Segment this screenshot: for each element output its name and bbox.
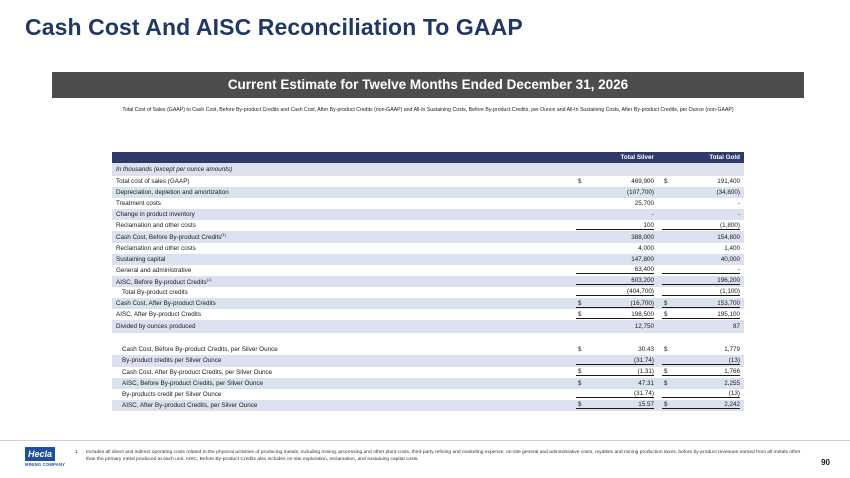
currency-symbol — [576, 211, 578, 218]
table-row — [112, 220, 744, 231]
table-row — [112, 287, 744, 298]
row-label — [112, 287, 572, 298]
gold-value: 196,200 — [717, 277, 740, 285]
row-label — [112, 265, 572, 276]
silver-value-cell — [572, 254, 658, 265]
gold-value: 195,100 — [717, 310, 740, 318]
row-label-text: Sustaining capital — [116, 255, 166, 263]
row-label — [112, 231, 572, 242]
gold-value-cell — [658, 378, 744, 389]
row-label — [112, 389, 572, 400]
silver-value-cell — [572, 209, 658, 220]
gold-value: 87 — [732, 323, 740, 331]
currency-symbol — [576, 357, 578, 364]
units-note: In thousands (except per ounce amounts) — [112, 163, 572, 176]
currency-symbol: $ — [578, 299, 582, 307]
currency-symbol — [662, 390, 664, 397]
silver-value-cell — [572, 309, 658, 320]
row-label — [112, 176, 572, 187]
silver-value: 47.31 — [638, 379, 654, 387]
table-header-row — [112, 152, 744, 163]
silver-value-cell — [572, 176, 658, 187]
silver-value-cell — [572, 389, 658, 400]
table-row — [112, 367, 744, 378]
silver-value: (1.31) — [637, 368, 654, 376]
gold-value-cell — [658, 309, 744, 320]
row-label-text: General and administrative — [116, 266, 192, 274]
company-logo — [25, 447, 71, 473]
gold-value-cell — [658, 276, 744, 287]
silver-value: 25,700 — [634, 200, 654, 208]
gold-value: (34,800) — [716, 189, 740, 197]
currency-symbol: $ — [578, 178, 582, 186]
gold-value-cell — [658, 287, 744, 298]
gold-value-cell — [658, 254, 744, 265]
currency-symbol: $ — [578, 379, 582, 387]
silver-value-cell — [572, 220, 658, 231]
currency-symbol: $ — [578, 346, 582, 354]
column-header-silver: Total Silver — [572, 152, 658, 163]
silver-value-cell — [572, 320, 658, 333]
gold-value-cell — [658, 367, 744, 378]
row-label-text: AISC, After By-product Credits — [116, 311, 202, 319]
row-label — [112, 355, 572, 366]
row-label-text: By-product credits per Silver Ounce — [122, 357, 222, 365]
table-row — [112, 320, 744, 333]
gold-value-cell — [658, 400, 744, 411]
silver-value: (107,700) — [627, 189, 654, 197]
reconciliation-table — [112, 152, 744, 411]
currency-symbol: $ — [664, 299, 668, 307]
gold-value-cell — [658, 298, 744, 309]
gold-value: 154,800 — [717, 233, 740, 241]
logo-subtitle: MINING COMPANY — [25, 462, 66, 467]
silver-value-cell — [572, 344, 658, 355]
silver-value: 30.43 — [638, 346, 654, 354]
table-row — [112, 276, 744, 287]
table-row — [112, 231, 744, 242]
currency-symbol — [576, 234, 578, 241]
table-row — [112, 187, 744, 198]
table-row — [112, 254, 744, 265]
silver-value-cell — [572, 355, 658, 366]
table-row — [112, 243, 744, 254]
currency-symbol — [576, 390, 578, 397]
currency-symbol — [662, 256, 664, 263]
section-label-row — [112, 163, 744, 176]
logo-mark: Hecla — [25, 447, 55, 461]
silver-value: 147,800 — [631, 255, 654, 263]
silver-value: 63,400 — [634, 266, 654, 274]
currency-symbol: $ — [664, 178, 668, 186]
row-label — [112, 344, 572, 355]
row-label-text: Reclamation and other costs — [116, 244, 196, 252]
currency-symbol — [662, 222, 664, 229]
currency-symbol — [576, 200, 578, 207]
currency-symbol: $ — [664, 401, 668, 409]
row-label-text: Total cost of sales (GAAP) — [116, 178, 190, 186]
silver-value: (31.74) — [634, 390, 654, 398]
currency-symbol — [576, 323, 578, 330]
row-label-text: AISC, Before By-product Credits — [116, 278, 207, 286]
gold-value-cell — [658, 198, 744, 209]
section-banner: Current Estimate for Twelve Months Ended December 31, 2026 — [52, 72, 804, 98]
currency-symbol — [662, 245, 664, 252]
currency-symbol — [576, 222, 578, 229]
currency-symbol — [576, 288, 578, 295]
silver-value: 198,500 — [631, 310, 654, 318]
currency-symbol — [576, 189, 578, 196]
silver-value-cell — [572, 265, 658, 276]
gold-value-cell — [658, 355, 744, 366]
silver-value-cell — [572, 243, 658, 254]
row-label-text: Reclamation and other costs — [116, 222, 196, 230]
currency-symbol — [662, 266, 664, 273]
gold-value: (1,800) — [720, 221, 740, 229]
row-label-text: Treatment costs — [116, 200, 161, 208]
table-row — [112, 400, 744, 411]
silver-value: 15.57 — [638, 401, 654, 409]
silver-value: 388,000 — [631, 233, 654, 241]
currency-symbol — [576, 245, 578, 252]
row-label — [112, 254, 572, 265]
currency-symbol: $ — [664, 310, 668, 318]
currency-symbol — [662, 189, 664, 196]
table-description: Total Cost of Sales (GAAP) to Cash Cost, Before By-product Credits and Cash Cost, After By-product Credits (non-GAAP) and All-In Sustaining Costs, Before By-product Credits, per Ounce and All-In Sustaining Costs, After By-product Credits, per Ounce (non-GAAP) — [122, 107, 734, 113]
row-label-text: AISC, Before By-product Credits, per Silver Ounce — [122, 379, 264, 387]
footnote-number: 1. — [75, 450, 80, 455]
row-label — [112, 198, 572, 209]
row-label — [112, 243, 572, 254]
gold-value: 1,766 — [724, 368, 740, 376]
row-label — [112, 298, 572, 309]
gold-value-cell — [658, 231, 744, 242]
table-row — [112, 176, 744, 187]
spacer-row — [112, 333, 744, 344]
gold-value: - — [737, 200, 740, 208]
silver-value-cell — [572, 231, 658, 242]
silver-value: (31.74) — [634, 356, 654, 364]
gold-value: 2,255 — [724, 379, 740, 387]
page-number: 90 — [821, 458, 830, 467]
silver-value: 469,900 — [631, 178, 654, 186]
gold-value: - — [737, 266, 740, 274]
footnote-text: Includes all direct and indirect operating costs related to the physical activities of producing metals, including mining, processing and other plant costs, third-party refining and marketing expense, on-site general and administrative costs, royalties and mining production taxes, before by-product revenues earned from all metals other than the primary metal produced at each unit. AISC, Before By-product Credits also includes on-site exploration, reclamation, and sustaining capital costs. — [86, 450, 801, 462]
table-row — [112, 378, 744, 389]
currency-symbol — [662, 357, 664, 364]
silver-value: (16,700) — [630, 299, 654, 307]
silver-value: 4,000 — [638, 244, 654, 252]
row-label — [112, 220, 572, 231]
row-label-text: Cash Cost, After By-product Credits, per Silver Ounce — [122, 368, 273, 376]
currency-symbol: $ — [578, 310, 582, 318]
silver-value-cell — [572, 400, 658, 411]
footnote — [75, 449, 804, 463]
row-label — [112, 378, 572, 389]
gold-value-cell — [658, 344, 744, 355]
page-title: Cash Cost And AISC Reconciliation To GAAP — [25, 14, 523, 40]
silver-value: (404,700) — [627, 288, 654, 296]
row-label-text: Cash Cost, After By-product Credits — [116, 300, 216, 308]
gold-value: (13) — [728, 390, 740, 398]
silver-value-cell — [572, 298, 658, 309]
silver-value-cell — [572, 287, 658, 298]
silver-value-cell — [572, 276, 658, 287]
row-label — [112, 309, 572, 320]
row-label — [112, 320, 572, 333]
column-header-gold: Total Gold — [658, 152, 744, 163]
row-label — [112, 187, 572, 198]
row-label-text: Depreciation, depletion and amortization — [116, 189, 229, 197]
currency-symbol — [662, 288, 664, 295]
footnote-ref: (1) — [221, 232, 227, 238]
gold-value: 191,400 — [717, 178, 740, 186]
gold-value-cell — [658, 389, 744, 400]
gold-value-cell — [658, 176, 744, 187]
currency-symbol: $ — [664, 379, 668, 387]
footer-divider — [0, 440, 850, 441]
table-row — [112, 309, 744, 320]
currency-symbol — [662, 211, 664, 218]
row-label — [112, 367, 572, 378]
row-label-text: Cash Cost, Before By-product Credits, per Silver Ounce — [122, 346, 278, 354]
row-label-text: By-products credit per Silver Ounce — [122, 390, 222, 398]
gold-value: 40,000 — [720, 255, 740, 263]
table-row — [112, 344, 744, 355]
row-label-text: Total By-product credits — [122, 288, 188, 296]
table-row — [112, 355, 744, 366]
table-row — [112, 389, 744, 400]
currency-symbol — [576, 256, 578, 263]
silver-value-cell — [572, 378, 658, 389]
row-label — [112, 276, 572, 287]
table-row — [112, 298, 744, 309]
silver-value: 603,200 — [631, 277, 654, 285]
currency-symbol — [662, 277, 664, 284]
gold-value: (1,100) — [720, 288, 740, 296]
gold-value: 2,242 — [724, 401, 740, 409]
currency-symbol: $ — [664, 368, 668, 376]
row-label-text: Divided by ounces produced — [116, 323, 196, 331]
gold-value-cell — [658, 187, 744, 198]
silver-value-cell — [572, 187, 658, 198]
gold-value: 1,400 — [724, 244, 740, 252]
currency-symbol: $ — [578, 401, 582, 409]
footnote-ref: (1) — [206, 276, 212, 282]
silver-value: - — [651, 211, 654, 219]
currency-symbol — [576, 277, 578, 284]
gold-value-cell — [658, 209, 744, 220]
gold-value-cell — [658, 320, 744, 333]
table-row — [112, 209, 744, 220]
currency-symbol — [576, 266, 578, 273]
currency-symbol: $ — [664, 346, 668, 354]
silver-value-cell — [572, 367, 658, 378]
gold-value-cell — [658, 220, 744, 231]
table-row — [112, 265, 744, 276]
currency-symbol — [662, 323, 664, 330]
row-label-text: Change in product inventory — [116, 211, 195, 219]
silver-value: 100 — [643, 221, 654, 229]
gold-value: (13) — [728, 356, 740, 364]
table-row — [112, 198, 744, 209]
currency-symbol — [662, 200, 664, 207]
row-label — [112, 209, 572, 220]
gold-value: 153,700 — [717, 299, 740, 307]
gold-value: - — [737, 211, 740, 219]
row-label-text: Cash Cost, Before By-product Credits — [116, 234, 222, 242]
currency-symbol: $ — [578, 368, 582, 376]
gold-value-cell — [658, 265, 744, 276]
row-label-text: AISC, After By-product Credits, per Silver Ounce — [122, 401, 258, 409]
gold-value-cell — [658, 243, 744, 254]
gold-value: 1,779 — [724, 346, 740, 354]
currency-symbol — [662, 234, 664, 241]
silver-value-cell — [572, 198, 658, 209]
silver-value: 12,750 — [634, 323, 654, 331]
row-label — [112, 400, 572, 411]
